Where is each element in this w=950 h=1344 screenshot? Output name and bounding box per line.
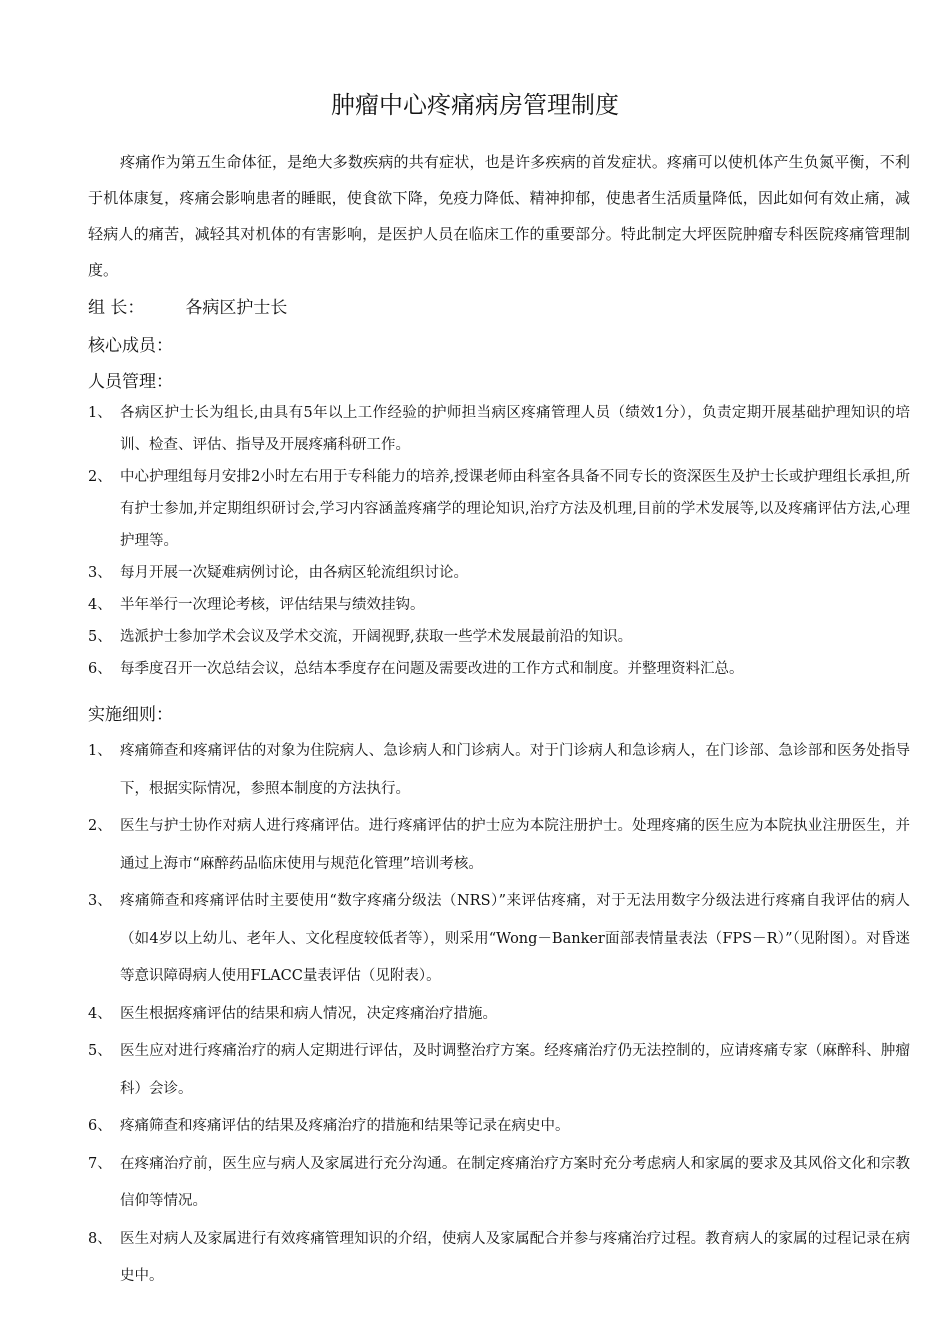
list-item-text: 医生根据疼痛评估的结果和病人情况，决定疼痛治疗措施。 (120, 1005, 497, 1022)
list-item-text: 医生与护士协作对病人进行疼痛评估。进行疼痛评估的护士应为本院注册护士。处理疼痛的医生应为本院执业注册医生，并通过上海市“麻醉药品临床使用与规范化管理”培训考核。 (120, 818, 910, 872)
list-item-text: 每月开展一次疑难病例讨论，由各病区轮流组织讨论。 (120, 565, 468, 581)
list-item-number: 8、 (88, 1230, 112, 1247)
list-item (88, 1221, 910, 1296)
list-item (88, 1108, 910, 1146)
core-members-heading: 核心成员： (88, 336, 173, 356)
list-item-text: 医生应对进行疼痛治疗的病人定期进行评估，及时调整治疗方案。经疼痛治疗仍无法控制的，应请疼痛专家（麻醉科、肿瘤科）会诊。 (120, 1043, 910, 1097)
list-item-text: 每季度召开一次总结会议，总结本季度存在问题及需要改进的工作方式和制度。并整理资料汇总。 (120, 661, 744, 677)
list-item-text: 选派护士参加学术会议及学术交流，开阔视野,获取一些学术发展最前沿的知识。 (120, 629, 633, 645)
list-item (88, 397, 910, 461)
list-item-number: 5、 (88, 1043, 112, 1059)
list-item (88, 996, 910, 1034)
list-item (88, 589, 910, 621)
group-leader-line (88, 295, 287, 321)
list-item (88, 808, 910, 883)
list-item-number: 3、 (88, 893, 112, 909)
list-item-number: 4、 (88, 597, 112, 613)
list-item-number: 6、 (88, 1118, 112, 1134)
list-item-number: 2、 (88, 469, 112, 485)
list-item (88, 621, 910, 653)
list-item (88, 883, 910, 996)
group-leader-label: 组 长： (88, 298, 145, 318)
list-item (88, 557, 910, 589)
implementation-list (88, 733, 910, 1296)
list-item-text: 医生对病人及家属进行有效疼痛管理知识的介绍，使病人及家属配合并参与疼痛治疗过程。教育病人的家属的过程记录在病史中。 (120, 1230, 910, 1284)
document-title: 肿瘤中心疼痛病房管理制度 (331, 91, 619, 119)
list-item-number: 5、 (88, 629, 112, 645)
list-item-text: 在疼痛治疗前，医生应与病人及家属进行充分沟通。在制定疼痛治疗方案时充分考虑病人和家属的要求及其风俗文化和宗教信仰等情况。 (120, 1155, 910, 1209)
list-item (88, 653, 910, 685)
group-leader-value: 各病区护士长 (185, 298, 288, 318)
list-item-text: 各病区护士长为组长,由具有5年以上工作经验的护师担当病区疼痛管理人员（绩效1分），负责定期开展基础护理知识的培训、检查、评估、指导及开展疼痛科研工作。 (120, 405, 910, 453)
list-item-number: 2、 (88, 818, 112, 834)
list-item-text: 疼痛筛查和疼痛评估时主要使用“数字疼痛分级法（NRS）”来评估疼痛，对于无法用数字分级法进行疼痛自我评估的病人（如4岁以上幼儿、老年人、文化程度较低者等），则采用“Wong－Banker面部表情量表法（FPS－R）”（见附图）。对昏迷等意识障碍病人使用FLACC量表评估（见附表）。 (120, 893, 910, 984)
list-item-text: 半年举行一次理论考核，评估结果与绩效挂钩。 (120, 597, 425, 613)
list-item-text: 疼痛筛查和疼痛评估的结果及疼痛治疗的措施和结果等记录在病史中。 (120, 1118, 570, 1134)
list-item (88, 733, 910, 808)
list-item-text: 疼痛筛查和疼痛评估的对象为住院病人、急诊病人和门诊病人。对于门诊病人和急诊病人，在门诊部、急诊部和医务处指导下，根据实际情况，参照本制度的方法执行。 (120, 743, 910, 797)
list-item-number: 3、 (88, 565, 112, 581)
personnel-heading: 人员管理： (88, 372, 173, 392)
list-item-number: 4、 (88, 1005, 112, 1022)
implementation-heading: 实施细则： (88, 705, 173, 725)
list-item-number: 6、 (88, 661, 112, 677)
personnel-list (88, 397, 910, 685)
list-item (88, 1033, 910, 1108)
intro-paragraph: 疼痛作为第五生命体征，是绝大多数疾病的共有症状，也是许多疾病的首发症状。疼痛可以使机体产生负氮平衡，不利于机体康复，疼痛会影响患者的睡眠，使食欲下降，免疫力降低、精神抑郁，使患者生活质量降低，因此如何有效止痛，减轻病人的痛苦，减轻其对机体的有害影响，是医护人员在临床工作的重要部分。特此制定大坪医院肿瘤专科医院疼痛管理制度。 (88, 153, 910, 279)
list-item-number: 7、 (88, 1155, 112, 1172)
list-item-number: 1、 (88, 743, 112, 759)
list-item (88, 461, 910, 557)
list-item (88, 1146, 910, 1221)
list-item-number: 1、 (88, 405, 112, 421)
list-item-text: 中心护理组每月安排2小时左右用于专科能力的培养,授课老师由科室各具备不同专长的资深医生及护士长或护理组长承担,所有护士参加,并定期组织研讨会,学习内容涵盖疼痛学的理论知识,治疗方法及机理,目前的学术发展等,以及疼痛评估方法,心理护理等。 (120, 469, 910, 549)
